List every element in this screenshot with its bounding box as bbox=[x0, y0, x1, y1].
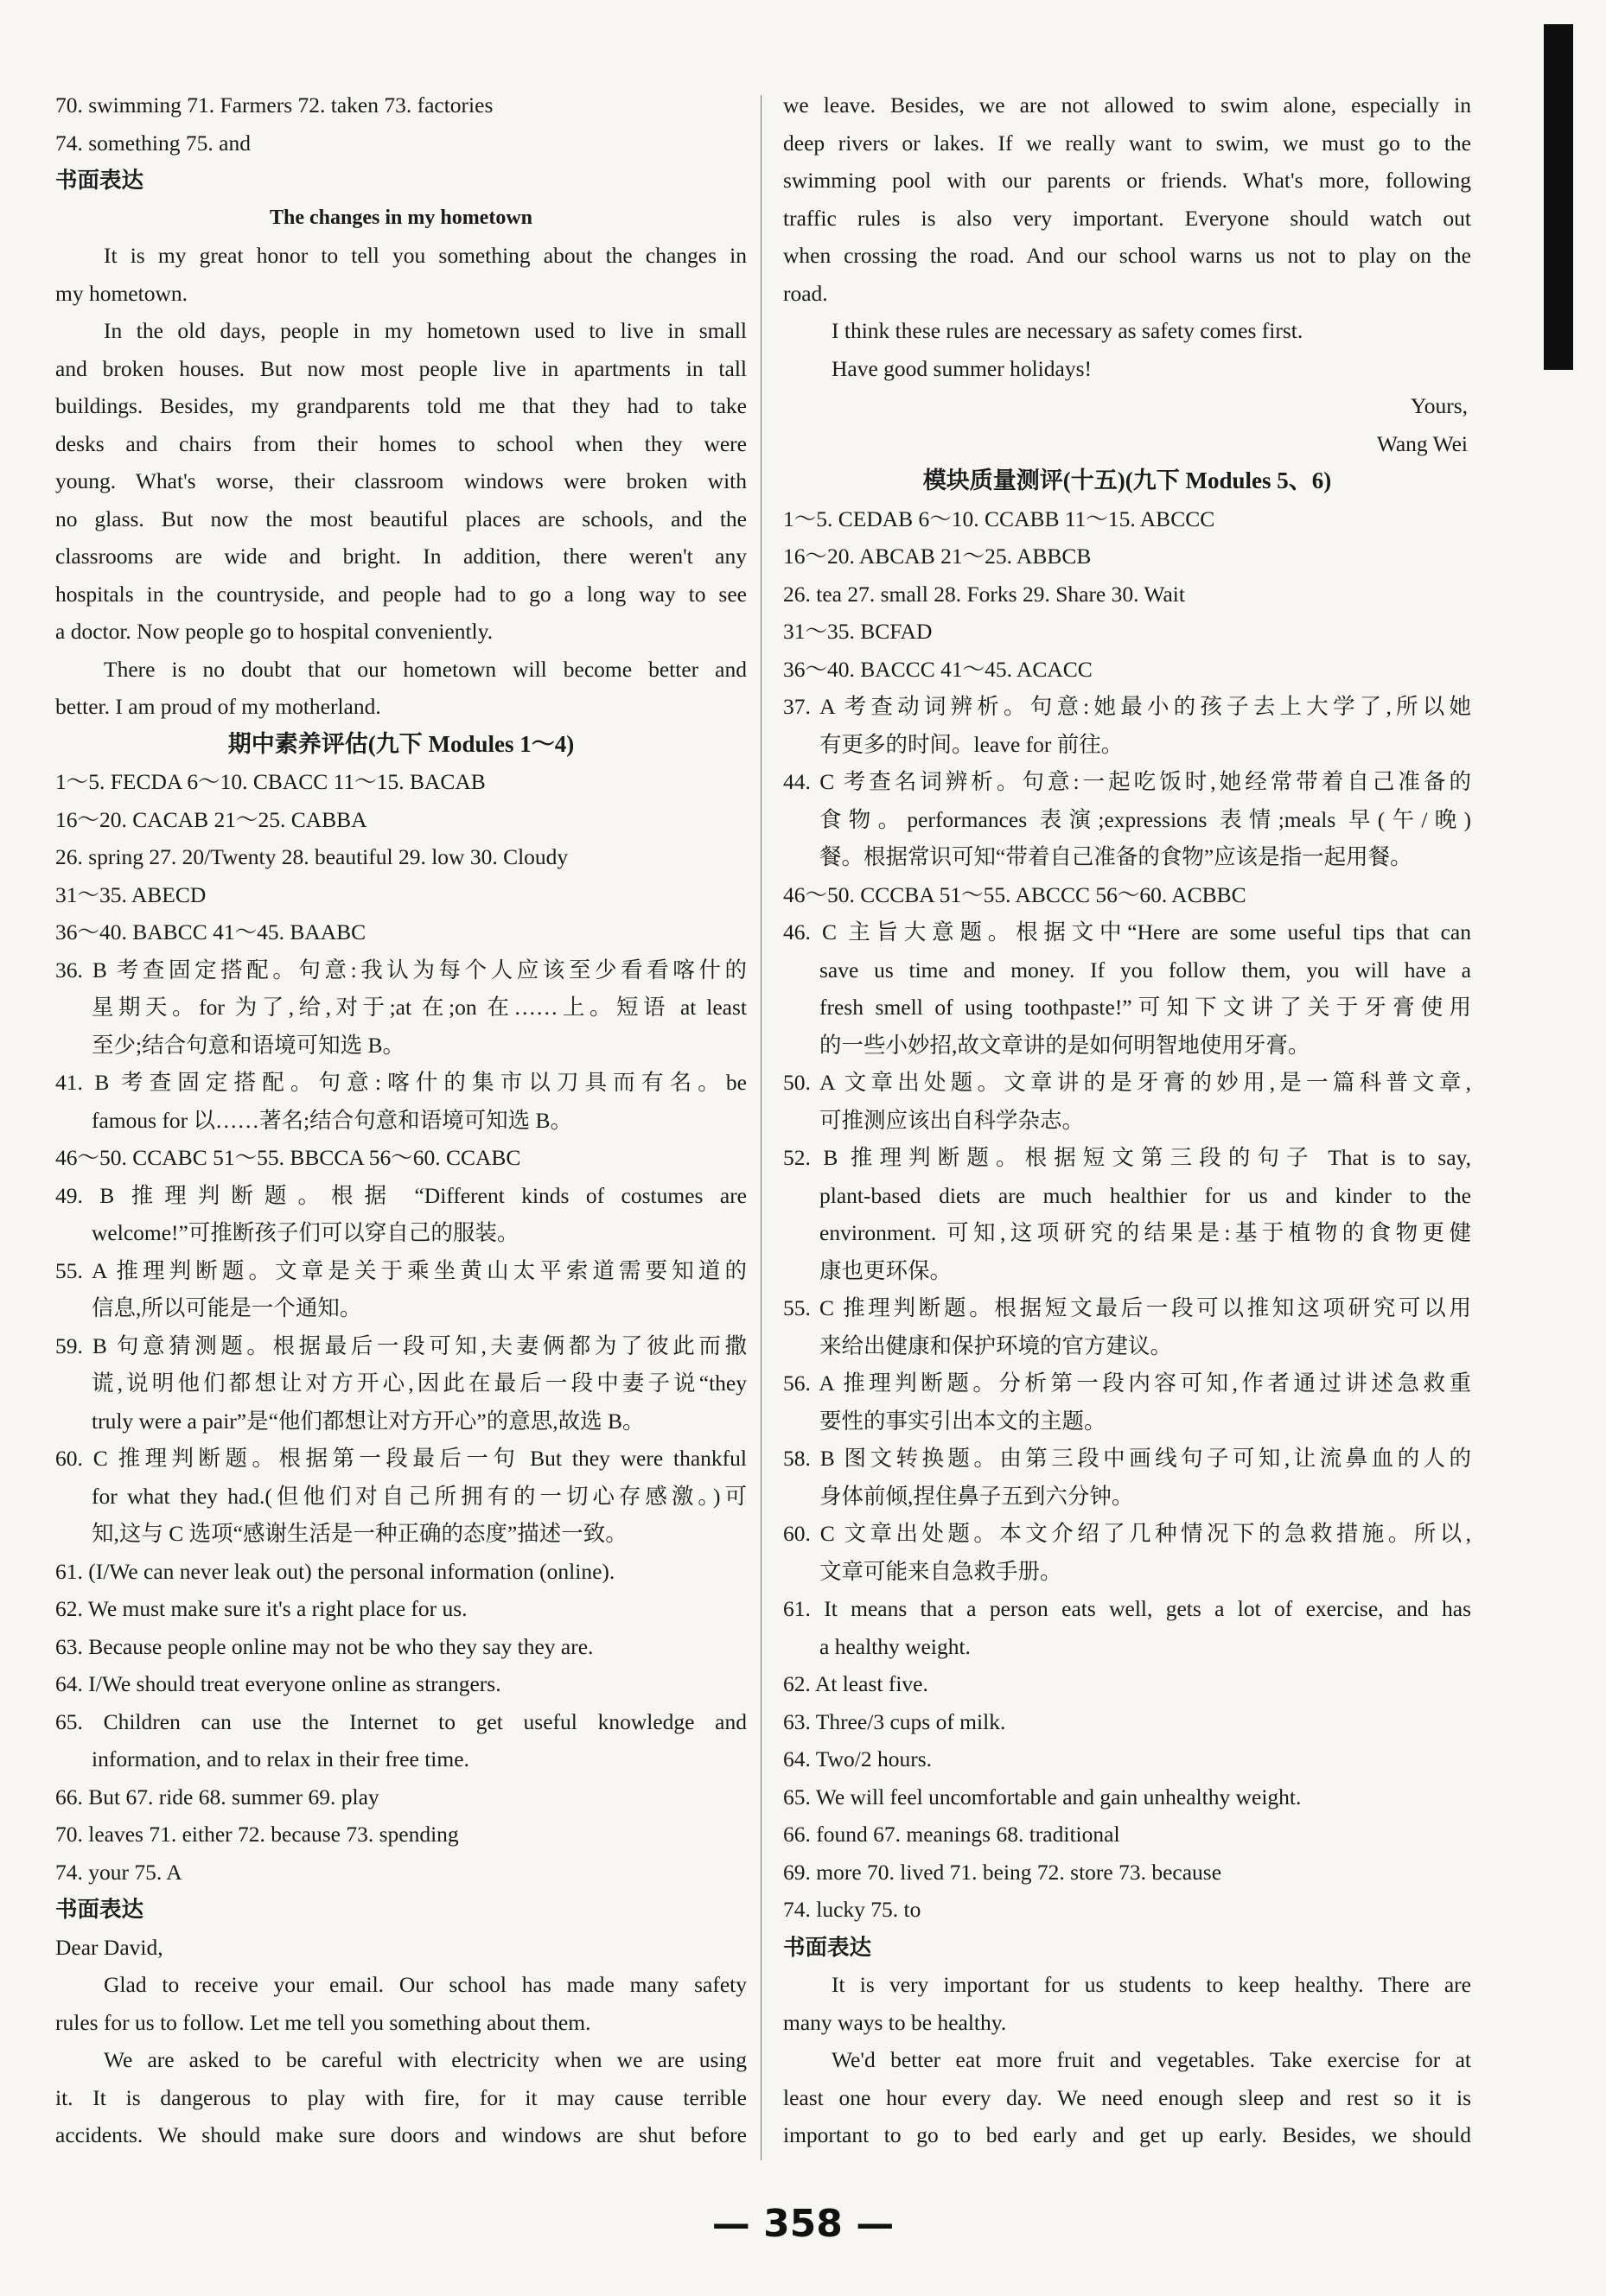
right-text-line: 64. Two/2 hours. bbox=[783, 1746, 933, 1771]
left-text-line: buildings. Besides, my grandparents told me that they had to take bbox=[55, 393, 747, 418]
right-column bbox=[783, 86, 1471, 2154]
left-text-line: 60. C 推理判断题。根据第一段最后一句 But they were thankful bbox=[55, 1446, 747, 1471]
left-text-line: 74. something 75. and bbox=[55, 130, 251, 156]
right-text-line: It is very important for us students to keep healthy. There are bbox=[832, 1972, 1471, 1997]
right-text-line: Have good summer holidays! bbox=[832, 355, 1092, 381]
left-text-line: better. I am proud of my motherland. bbox=[55, 694, 381, 719]
left-text-line: accidents. We should make sure doors and windows are shut before bbox=[55, 2122, 747, 2147]
right-text-line: 37. A 考查动词辨析。句意:她最小的孩子去上大学了,所以她 bbox=[783, 694, 1471, 719]
left-text-line: 70. leaves 71. either 72. because 73. spending bbox=[55, 1822, 459, 1847]
right-text-line: 16～20. ABCAB 21～25. ABBCB bbox=[783, 544, 1092, 569]
right-text-line: least one hour every day. We need enough sleep and rest so it is bbox=[783, 2084, 1471, 2110]
left-text-line: It is my great honor to tell you something about the changes in bbox=[104, 243, 747, 268]
right-text-line: fresh smell of using toothpaste!”可知下文讲了关于牙膏使用 bbox=[819, 995, 1471, 1020]
left-text-line: no glass. But now the most beautiful places are schools, and the bbox=[55, 506, 747, 531]
right-text-line: 50. A 文章出处题。文章讲的是牙膏的妙用,是一篇科普文章, bbox=[783, 1070, 1471, 1095]
left-text-line: rules for us to follow. Let me tell you something about them. bbox=[55, 2009, 591, 2035]
left-text-line: 61. (I/We can never leak out) the personal information (online). bbox=[55, 1558, 615, 1584]
left-text-line: 49. B 推理判断题。根据 “Different kinds of costumes are bbox=[55, 1182, 747, 1208]
right-text-line: save us time and money. If you follow them, you will have a bbox=[819, 957, 1471, 983]
left-text-line: 36～40. BABCC 41～45. BAABC bbox=[55, 919, 366, 944]
left-text-line: There is no doubt that our hometown will become better and bbox=[104, 656, 747, 682]
right-text-line: I think these rules are necessary as safety comes first. bbox=[832, 318, 1303, 343]
left-text-line: classrooms are wide and bright. In addition, there weren't any bbox=[55, 544, 747, 569]
left-text-line: 70. swimming 71. Farmers 72. taken 73. factories bbox=[55, 92, 494, 118]
left-text-line: 41. B 考查固定搭配。句意:喀什的集市以刀具而有名。be bbox=[55, 1070, 747, 1095]
left-text-line: 期中素养评估(九下 Modules 1～4) bbox=[227, 730, 575, 757]
right-text-line: 55. C 推理判断题。根据短文最后一段可以推知这项研究可以用 bbox=[783, 1295, 1471, 1320]
left-text-line: The changes in my hometown bbox=[269, 206, 533, 229]
left-text-line: 16～20. CACAB 21～25. CABBA bbox=[55, 806, 367, 832]
left-column bbox=[55, 86, 747, 2154]
left-text-line: for what they had.(但他们对自己所拥有的一切心存感激。)可 bbox=[92, 1483, 747, 1509]
left-text-line: 星期天。for 为了,给,对于;at 在;on 在……上。短语 at least bbox=[92, 995, 747, 1020]
right-text-line: 65. We will feel uncomfortable and gain unhealthy weight. bbox=[783, 1784, 1302, 1809]
right-text-line: 康也更环保。 bbox=[819, 1257, 953, 1283]
right-text-line: 书面表达 bbox=[783, 1934, 872, 1960]
right-text-line: 26. tea 27. small 28. Forks 29. Share 30. Wait bbox=[783, 581, 1185, 607]
left-text-line: a doctor. Now people go to hospital conveniently. bbox=[55, 619, 494, 644]
right-text-line: 31～35. BCFAD bbox=[783, 619, 933, 644]
right-text-line: deep rivers or lakes. If we really want to swim, we must go to the bbox=[783, 130, 1471, 156]
right-text-line: 63. Three/3 cups of milk. bbox=[783, 1708, 1006, 1734]
right-text-line: 要性的事实引出本文的主题。 bbox=[819, 1408, 1106, 1434]
right-text-line: 食物。performances 表演;expressions 表情;meals 早(午/晚) bbox=[819, 806, 1471, 832]
left-text-line: information, and to relax in their free time. bbox=[92, 1746, 469, 1771]
right-text-line: environment. 可知,这项研究的结果是:基于植物的食物更健 bbox=[819, 1220, 1471, 1245]
left-text-line: 知,这与 C 选项“感谢生活是一种正确的态度”描述一致。 bbox=[92, 1521, 628, 1546]
left-text-line: 信息,所以可能是一个通知。 bbox=[92, 1295, 362, 1320]
right-text-line: 36～40. BACCC 41～45. ACACC bbox=[783, 656, 1093, 682]
right-text-line: 60. C 文章出处题。本文介绍了几种情况下的急救措施。所以, bbox=[783, 1521, 1471, 1546]
left-text-line: 1～5. FECDA 6～10. CBACC 11～15. BACAB bbox=[55, 769, 486, 794]
right-text-line: many ways to be healthy. bbox=[783, 2009, 1007, 2035]
left-text-line: 31～35. ABECD bbox=[55, 881, 207, 907]
right-text-line: plant-based diets are much healthier for us and kinder to the bbox=[819, 1182, 1471, 1208]
scan-edge-shadow bbox=[1544, 24, 1573, 370]
right-text-line: 模块质量测评(十五)(九下 Modules 5、6) bbox=[922, 467, 1332, 493]
left-text-line: 62. We must make sure it's a right place for us. bbox=[55, 1596, 468, 1621]
left-text-line: hospitals in the countryside, and people had to go a long way to see bbox=[55, 581, 747, 607]
right-text-line: traffic rules is also very important. Everyone should watch out bbox=[783, 205, 1471, 231]
left-text-line: 64. I/We should treat everyone online as strangers. bbox=[55, 1671, 501, 1696]
right-text-line: 有更多的时间。leave for 前往。 bbox=[819, 731, 1124, 757]
left-text-line: it. It is dangerous to play with fire, for it may cause terrible bbox=[55, 2084, 747, 2110]
right-text-line: 62. At least five. bbox=[783, 1671, 928, 1696]
right-text-line: 的一些小妙招,故文章讲的是如何明智地使用牙膏。 bbox=[819, 1032, 1310, 1058]
left-text-line: and broken houses. But now most people live in apartments in tall bbox=[55, 355, 747, 381]
left-text-line: desks and chairs from their homes to school when they were bbox=[55, 430, 747, 456]
left-text-line: truly were a pair”是“他们都想让对方开心”的意思,故选 B。 bbox=[92, 1408, 645, 1434]
left-text-line: 36. B 考查固定搭配。句意:我认为每个人应该至少看看喀什的 bbox=[55, 957, 747, 983]
left-text-line: famous for 以……著名;结合句意和语境可知选 B。 bbox=[92, 1107, 573, 1133]
left-text-line: 55. A 推理判断题。文章是关于乘坐黄山太平索道需要知道的 bbox=[55, 1257, 747, 1283]
right-text-line: a healthy weight. bbox=[819, 1633, 971, 1659]
left-text-line: 59. B 句意猜测题。根据最后一段可知,夫妻俩都为了彼此而撒 bbox=[55, 1332, 747, 1358]
right-text-line: 69. more 70. lived 71. being 72. store 73. because bbox=[783, 1859, 1222, 1885]
left-text-line: 46～50. CCABC 51～55. BBCCA 56～60. CCABC bbox=[55, 1145, 521, 1170]
right-text-line: 可推测应该出自科学杂志。 bbox=[819, 1107, 1085, 1133]
left-text-line: 书面表达 bbox=[55, 1897, 144, 1922]
left-text-line: welcome!”可推断孩子们可以穿自己的服装。 bbox=[92, 1220, 519, 1245]
left-text-line: 26. spring 27. 20/Twenty 28. beautiful 29. low 30. Cloudy bbox=[55, 844, 569, 869]
left-text-line: my hometown. bbox=[55, 280, 188, 306]
right-text-line: 来给出健康和保护环境的官方建议。 bbox=[819, 1332, 1173, 1358]
left-text-line: 74. your 75. A bbox=[55, 1859, 182, 1885]
left-text-line: 书面表达 bbox=[55, 168, 144, 193]
left-text-line: 66. But 67. ride 68. summer 69. play bbox=[55, 1784, 379, 1809]
right-text-line: 餐。根据常识可知“带着自己准备的食物”应该是指一起用餐。 bbox=[819, 844, 1412, 869]
right-text-line: 46～50. CCCBA 51～55. ABCCC 56～60. ACBBC bbox=[783, 881, 1246, 907]
right-text-line: we leave. Besides, we are not allowed to swim alone, especially in bbox=[783, 92, 1471, 118]
right-text-line: 1～5. CEDAB 6～10. CCABB 11～15. ABCCC bbox=[783, 506, 1215, 531]
right-text-line: 66. found 67. meanings 68. traditional bbox=[783, 1822, 1120, 1847]
left-text-line: 谎,说明他们都想让对方开心,因此在最后一段中妻子说“they bbox=[92, 1371, 747, 1396]
right-text-line: road. bbox=[783, 280, 828, 306]
right-text-line: 44. C 考查名词辨析。句意:一起吃饭时,她经常带着自己准备的 bbox=[783, 769, 1471, 794]
right-text-line: Wang Wei bbox=[1376, 430, 1468, 456]
left-text-line: 63. Because people online may not be who they say they are. bbox=[55, 1633, 594, 1659]
right-text-line: 身体前倾,捏住鼻子五到六分钟。 bbox=[819, 1483, 1134, 1509]
right-text-line: 56. A 推理判断题。分析第一段内容可知,作者通过讲述急救重 bbox=[783, 1371, 1471, 1396]
column-divider bbox=[761, 95, 762, 2160]
left-text-line: Dear David, bbox=[55, 1934, 163, 1960]
left-text-line: 65. Children can use the Internet to get useful knowledge and bbox=[55, 1708, 747, 1734]
left-text-line: young. What's worse, their classroom windows were broken with bbox=[55, 468, 747, 493]
right-text-line: 74. lucky 75. to bbox=[783, 1897, 921, 1922]
right-text-line: 58. B 图文转换题。由第三段中画线句子可知,让流鼻血的人的 bbox=[783, 1446, 1471, 1471]
right-text-line: 52. B 推理判断题。根据短文第三段的句子 That is to say, bbox=[783, 1145, 1471, 1170]
page-number: — 358 — bbox=[711, 2202, 895, 2246]
left-text-line: We are asked to be careful with electricity when we are using bbox=[104, 2047, 747, 2072]
left-text-line: 至少;结合句意和语境可知选 B。 bbox=[92, 1032, 405, 1058]
right-text-line: when crossing the road. And our school warns us not to play on the bbox=[783, 243, 1471, 268]
right-text-line: 46. C 主旨大意题。根据文中“Here are some useful tips that can bbox=[783, 919, 1471, 944]
left-text-line: In the old days, people in my hometown used to live in small bbox=[104, 318, 747, 343]
right-text-line: 文章可能来自急救手册。 bbox=[819, 1558, 1062, 1584]
left-text-line: Glad to receive your email. Our school has made many safety bbox=[104, 1972, 747, 1997]
right-text-line: Yours, bbox=[1410, 393, 1468, 418]
right-text-line: important to go to bed early and get up early. Besides, we should bbox=[783, 2122, 1471, 2147]
right-text-line: swimming pool with our parents or friends. What's more, following bbox=[783, 168, 1471, 193]
right-text-line: We'd better eat more fruit and vegetables. Take exercise for at bbox=[832, 2047, 1471, 2072]
right-text-line: 61. It means that a person eats well, gets a lot of exercise, and has bbox=[783, 1596, 1471, 1621]
